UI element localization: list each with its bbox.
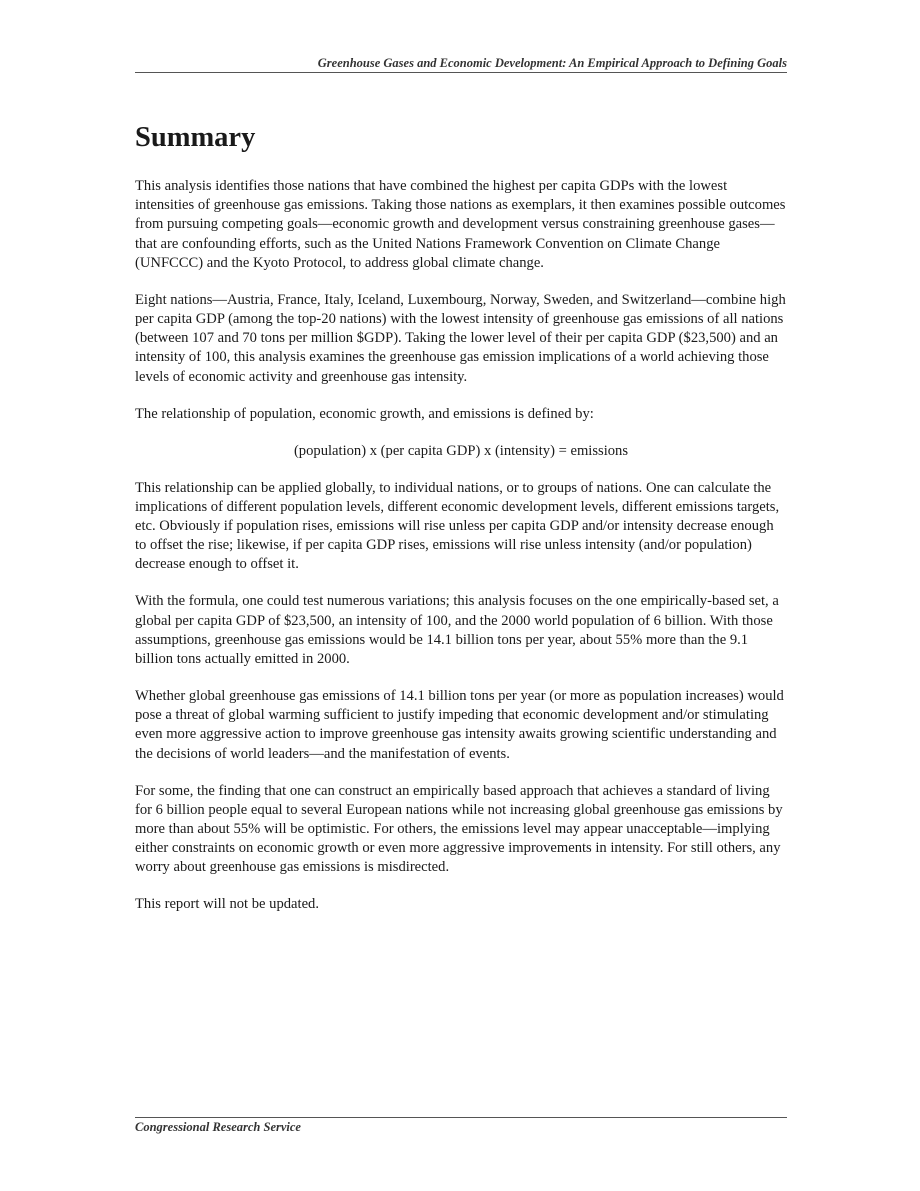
page-title: Summary	[135, 122, 256, 153]
paragraph-application: This relationship can be applied globally, to individual nations, or to groups of nations. One can calculate the implications of different population levels, different economic development levels, different emissions targets, etc. Obviously if population rises, emissions will rise unless per capita GDP and/or intensity decrease enough to offset the rise; likewise, if per capita GDP rises, emissions will rise unless intensity (and/or population) decrease enough to offset it.	[135, 479, 780, 573]
paragraph-perspectives: For some, the finding that one can construct an empirically based approach that achieves a standard of living for 6 billion people equal to several European nations while not increasing global greenhouse gas emissions by more than about 55% will be optimistic. For others, the emissions level may appear unacceptable—implying either constraints on economic growth or even more aggressive improvements in intensity. For still others, any worry about greenhouse gas emissions is misdirected.	[135, 782, 783, 876]
running-header: Greenhouse Gases and Economic Development: An Empirical Approach to Defining Goals	[317, 56, 787, 70]
paragraph-intro: This analysis identifies those nations that have combined the highest per capita GDPs with the lowest intensities of greenhouse gas emissions. Taking those nations as exemplars, it then examines possible outcomes from pursuing competing goals—economic growth and development versus constraining greenhouse gases—that are confounding efforts, such as the United Nations Framework Convention on Climate Change (UNFCCC) and the Kyoto Protocol, to address global climate change.	[135, 178, 786, 271]
paragraph-formula-test: With the formula, one could test numerous variations; this analysis focuses on the one empirically-based set, a global per capita GDP of $23,500, an intensity of 100, and the 2000 world population of 6 billion. With those assumptions, greenhouse gas emissions would be 14.1 billion tons per year, about 55% more than the 9.1 billion tons actually emitted in 2000.	[135, 593, 779, 668]
paragraph-update-note: This report will not be updated.	[135, 896, 320, 913]
summary-body	[135, 177, 787, 932]
header-rule	[135, 72, 787, 73]
running-footer: Congressional Research Service	[135, 1120, 301, 1134]
formula: (population) x (per capita GDP) x (intensity) = emissions	[293, 442, 629, 459]
footer-rule	[135, 1117, 787, 1118]
paragraph-threat: Whether global greenhouse gas emissions of 14.1 billion tons per year (or more as population increases) would pose a threat of global warming sufficient to justify impeding that economic development and/or stimulating even more aggressive action to improve greenhouse gas intensity awaits growing scientific understanding and the decisions of world leaders—and the manifestation of events.	[135, 688, 784, 762]
paragraph-eight-nations: Eight nations—Austria, France, Italy, Iceland, Luxembourg, Norway, Sweden, and Switzerland—combine high per capita GDP (among the top-20 nations) with the lowest intensity of greenhouse gas emissions of all nations (between 107 and 70 tons per million $GDP). Taking the lower level of their per capita GDP ($23,500) and an intensity of 100, this analysis examines the greenhouse gas emission implications of a world achieving those levels of economic activity and greenhouse gas intensity.	[135, 291, 786, 385]
paragraph-relationship: The relationship of population, economic growth, and emissions is defined by:	[135, 405, 594, 422]
